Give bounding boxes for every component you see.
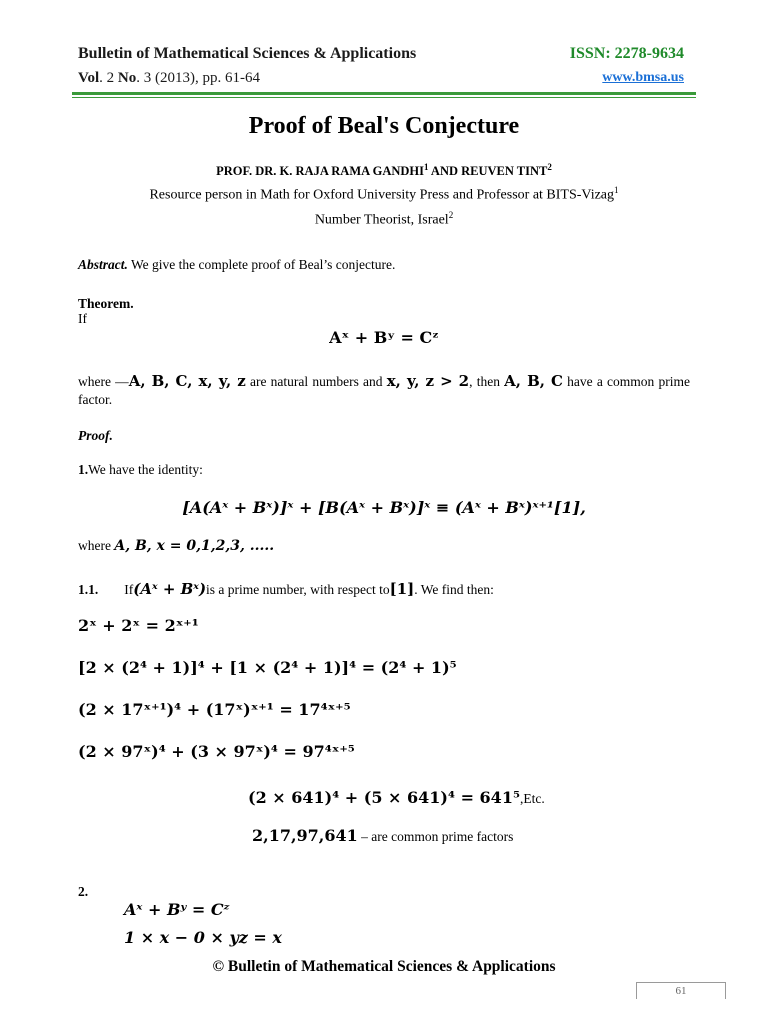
authors [0, 162, 768, 179]
step-1-1-ref: [1] [389, 580, 415, 598]
step-1-1-end: . We find then: [414, 582, 494, 597]
step-1-number: 1. [78, 462, 89, 477]
where-mid: are natural numbers and [245, 374, 387, 389]
common-factors-text: – are common prime factors [357, 829, 514, 844]
where-prefix: where — [78, 374, 129, 389]
equation-d: (2 × 97ˣ)⁴ + (3 × 97ˣ)⁴ = 97⁴ˣ⁺⁵ [78, 742, 355, 761]
footer-copyright: © Bulletin of Mathematical Sciences & Applications [212, 958, 556, 975]
where2-prefix: where [78, 538, 115, 553]
abstract-text: We give the complete proof of Beal’s conjecture. [127, 257, 396, 272]
vol-label: Vol [78, 70, 100, 86]
affiliation-1 [0, 185, 768, 204]
where-vars: A, B, C, x, y, z [128, 372, 246, 390]
affiliation-1-text: Resource person in Math for Oxford University Press and Professor at BITS-Vizag [149, 187, 615, 203]
equation-e: (2 × 641)⁴ + (5 × 641)⁴ = 641⁵ [248, 788, 520, 807]
step-1-1-expr: (Aˣ + Bˣ) [133, 580, 207, 598]
equation-e-line [248, 788, 545, 807]
theorem-label: Theorem. [78, 296, 134, 311]
equation-g: 1 × x − 0 × yz = x [124, 928, 282, 947]
step-1-text: We have the identity: [88, 462, 203, 477]
where-suffix: have a common prime factor. [78, 374, 690, 407]
affiliation-2-text: Number Theorist, Israel [314, 212, 449, 228]
author-2-sup: 2 [547, 162, 552, 172]
equation-b: [2 × (2⁴ + 1)]⁴ + [1 × (2⁴ + 1)]⁴ = (2⁴ + 1)⁵ [78, 658, 457, 677]
vol-number: . 2 [99, 70, 118, 86]
proof-label: Proof. [78, 428, 113, 443]
journal-name: Bulletin of Mathematical Sciences & Applications [78, 45, 417, 62]
affiliation-1-sup: 1 [614, 185, 619, 195]
where-values [78, 538, 274, 554]
common-factors-line [252, 826, 513, 845]
issn: ISSN: 2278-9634 [569, 45, 684, 62]
step-1-1 [78, 580, 494, 598]
equation-f: Aˣ + Bʸ = Cᶻ [124, 900, 230, 919]
author-and: AND REUVEN TINT [428, 164, 548, 179]
equation-a: 2ˣ + 2ˣ = 2ˣ⁺¹ [78, 616, 199, 635]
where2-equation: A, B, x = 0,1,2,3, ..... [114, 538, 275, 554]
no-label: No [117, 70, 137, 86]
where-condition: x, y, z > 2 [386, 372, 470, 390]
header-rule-thin [72, 97, 696, 98]
abstract [78, 257, 395, 273]
where-abc: A, B, C [504, 372, 563, 390]
step-1-1-mid: is a prime number, with respect to [206, 582, 390, 597]
theorem-statement [78, 372, 690, 409]
affiliation-2 [0, 210, 768, 229]
paper-title: Proof of Beal's Conjecture [248, 113, 520, 139]
header-rule-thick [72, 92, 696, 95]
equation-e-suffix: ,Etc. [519, 791, 545, 806]
abstract-label: Abstract. [78, 257, 128, 272]
author-1: PROF. DR. K. RAJA RAMA GANDHI [216, 164, 424, 179]
journal-url[interactable]: www.bmsa.us [602, 70, 684, 85]
issue-info: . 3 (2013), pp. 61-64 [136, 70, 260, 86]
step-1-1-number: 1.1. [78, 582, 99, 597]
common-factors: 2,17,97,641 [252, 826, 358, 845]
step-2-number: 2. [78, 884, 89, 899]
theorem-if: If [78, 311, 87, 326]
step-1 [78, 462, 203, 478]
theorem-equation: Aˣ + Bʸ = Cᶻ [329, 328, 439, 347]
equation-c: (2 × 17ˣ⁺¹)⁴ + (17ˣ)ˣ⁺¹ = 17⁴ˣ⁺⁵ [78, 700, 351, 719]
where-then: , then [469, 374, 505, 389]
volume-info [78, 70, 260, 87]
page-number: 61 [636, 982, 726, 999]
author-1-sup: 1 [423, 162, 429, 172]
identity-equation: [A(Aˣ + Bˣ)]ˣ + [B(Aˣ + Bˣ)]ˣ ≡ (Aˣ + Bˣ)ˣ⁺¹[1], [182, 498, 586, 517]
step-1-1-if: If [124, 582, 134, 597]
affiliation-2-sup: 2 [448, 210, 454, 220]
